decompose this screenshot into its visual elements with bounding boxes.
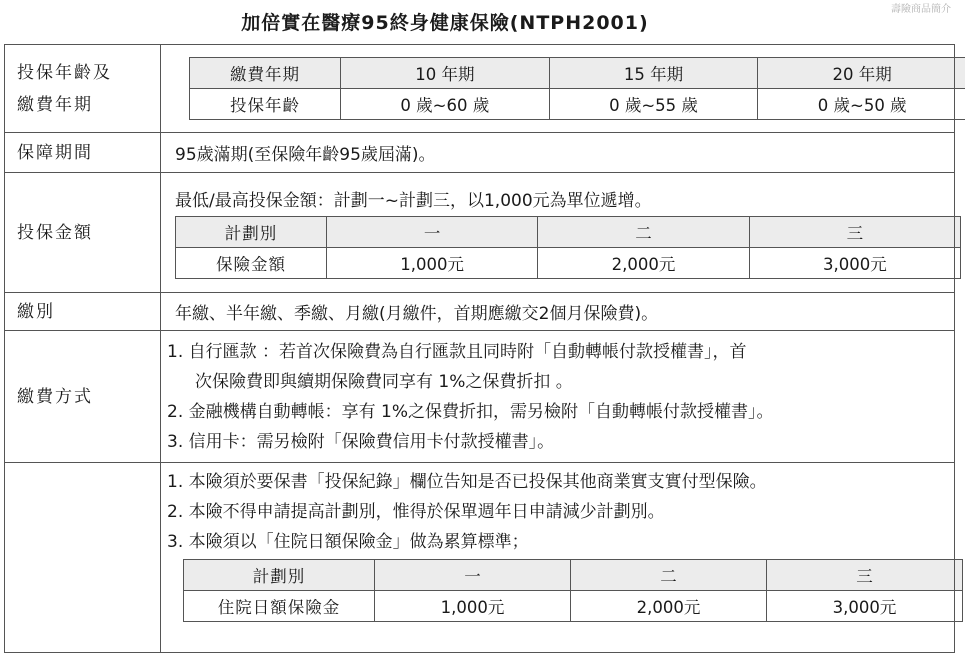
note-line: 3. 本險須以「住院日額保險金」做為累算標準； [167, 527, 944, 557]
notes-label [5, 463, 161, 653]
payment-mode-label: 繳別 [5, 293, 161, 331]
age-term-table [189, 57, 965, 120]
plan-value-cell: 2,000元 [538, 248, 749, 279]
age-term-header-cell: 20 年期 [758, 58, 965, 89]
plan-header-cell: 一 [327, 217, 538, 248]
age-section-row [5, 45, 955, 133]
age-term-header-cell: 15 年期 [549, 58, 758, 89]
plan-value-cell: 3,000元 [749, 248, 960, 279]
coverage-period-value: 95歲滿期(至保險年齡95歲屆滿)。 [161, 133, 955, 173]
daily-benefit-value-row [184, 591, 963, 622]
payment-mode-value: 年繳、半年繳、季繳、月繳(月繳件，首期應繳交2個月保險費)。 [161, 293, 955, 331]
plan-header-cell: 計劃別 [176, 217, 327, 248]
corner-label: 壽險商品簡介 [891, 0, 951, 15]
insured-amount-value-row [176, 248, 961, 279]
daily-benefit-header-cell: 二 [571, 560, 767, 591]
age-term-value-cell: 0 歲~50 歲 [758, 89, 965, 120]
payment-method-label: 繳費方式 [5, 331, 161, 463]
age-term-header-cell: 10 年期 [341, 58, 550, 89]
insured-amount-row [5, 173, 955, 293]
age-term-value-row [190, 89, 965, 120]
age-term-value-cell: 0 歲~60 歲 [341, 89, 550, 120]
daily-benefit-value-cell: 2,000元 [571, 591, 767, 622]
age-label-line2: 繳費年期 [17, 89, 148, 121]
payment-mode-row [5, 293, 955, 331]
plan-value-cell: 1,000元 [327, 248, 538, 279]
insured-amount-note: 最低/最高投保金額：計劃一~計劃三，以1,000元為單位遞增。 [175, 186, 944, 216]
age-label-line1: 投保年齡及 [17, 57, 148, 89]
daily-benefit-header-row [184, 560, 963, 591]
daily-benefit-value-cell: 住院日額保險金 [184, 591, 375, 622]
daily-benefit-value-cell: 1,000元 [375, 591, 571, 622]
daily-hospital-benefit-table [183, 559, 963, 622]
plan-header-cell: 三 [749, 217, 960, 248]
payment-method-line: 3. 信用卡：需另檢附「保險費信用卡付款授權書」。 [167, 427, 944, 457]
notes-row [5, 463, 955, 653]
document-title: 加倍實在醫療95終身健康保險(NTPH2001) [0, 8, 890, 35]
age-section-label [5, 45, 161, 133]
note-line: 2. 本險不得申請提高計劃別，惟得於保單週年日申請減少計劃別。 [167, 497, 944, 527]
daily-benefit-header-cell: 一 [375, 560, 571, 591]
note-line: 1. 本險須於要保書「投保紀錄」欄位告知是否已投保其他商業實支實付型保險。 [167, 467, 944, 497]
coverage-period-row [5, 133, 955, 173]
daily-benefit-header-cell: 計劃別 [184, 560, 375, 591]
coverage-period-label: 保障期間 [5, 133, 161, 173]
daily-benefit-value-cell: 3,000元 [767, 591, 963, 622]
insured-amount-table [175, 216, 961, 279]
insured-amount-label: 投保金額 [5, 173, 161, 293]
payment-method-line: 1. 自行匯款 ：若首次保險費為自行匯款且同時附「自動轉帳付款授權書」，首 [167, 337, 944, 367]
insured-amount-header-row [176, 217, 961, 248]
age-term-value-cell: 0 歲~55 歲 [549, 89, 758, 120]
age-term-header-row [190, 58, 965, 89]
daily-benefit-header-cell: 三 [767, 560, 963, 591]
payment-method-line: 2. 金融機構自動轉帳：享有 1%之保費折扣，需另檢附「自動轉帳付款授權書」。 [167, 397, 944, 427]
payment-method-line: 次保險費即與續期保險費同享有 1%之保費折扣 。 [167, 367, 944, 397]
age-term-header-cell: 繳費年期 [190, 58, 341, 89]
age-term-value-cell: 投保年齡 [190, 89, 341, 120]
plan-header-cell: 二 [538, 217, 749, 248]
product-summary-table [4, 44, 955, 653]
payment-method-row [5, 331, 955, 463]
plan-value-cell: 保險金額 [176, 248, 327, 279]
